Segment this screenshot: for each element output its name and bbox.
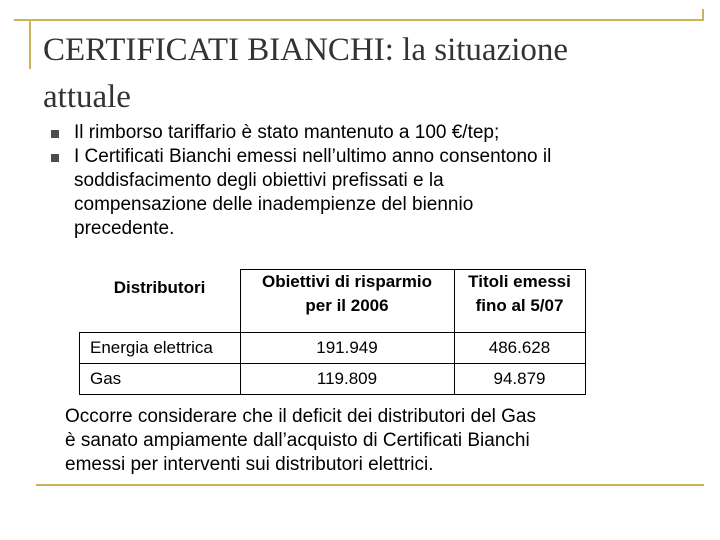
bullet-list: [45, 121, 695, 241]
table-cell-titoli: 94.879: [454, 363, 585, 394]
table-header-distributori: [80, 270, 241, 333]
slide-title-line: CERTIFICATI BIANCHI: la situazione: [43, 32, 569, 68]
right-accent-tick: [702, 9, 704, 21]
bottom-accent-rule: [36, 484, 704, 486]
table-row: [80, 332, 586, 363]
table-header-line: Titoli emessi: [468, 272, 571, 291]
top-accent-rule: [14, 19, 704, 21]
table-header-line: Distributori: [113, 277, 206, 297]
table-cell-obiettivi: 119.809: [240, 363, 454, 394]
footnote-paragraph: [65, 405, 695, 477]
table-header-titoli: [454, 270, 585, 333]
table-cell-distributore: Energia elettrica: [80, 332, 241, 363]
table-header-line: per il 2006: [305, 296, 389, 315]
bullet-text-line: soddisfacimento degli obiettivi prefissati e la: [74, 170, 444, 191]
slide-title-line: attuale: [43, 79, 131, 115]
square-bullet-icon: [51, 130, 59, 138]
slide-title: [43, 27, 693, 121]
square-bullet-icon: [51, 154, 59, 162]
bullet-text-line: I Certificati Bianchi emessi nell’ultimo anno consentono il: [74, 146, 552, 167]
table-row: [80, 363, 586, 394]
table-cell-obiettivi: 191.949: [240, 332, 454, 363]
bullet-text-line: precedente.: [74, 218, 175, 239]
left-accent-rule: [29, 19, 31, 69]
table-header-line: fino al 5/07: [475, 296, 564, 315]
bullet-text-line: Il rimborso tariffario è stato mantenuto a 100 €/tep;: [74, 122, 500, 143]
table-cell-distributore: Gas: [80, 363, 241, 394]
bullet-text-line: compensazione delle inadempienze del biennio: [74, 194, 474, 215]
table-header-obiettivi: [240, 270, 454, 333]
table-header-row: [80, 270, 586, 333]
data-table: [79, 269, 586, 395]
footnote-line: Occorre considerare che il deficit dei distributori del Gas: [65, 406, 536, 427]
footnote-line: emessi per interventi sui distributori elettrici.: [65, 454, 434, 475]
bullet-item: [45, 145, 695, 241]
table-header-line: Obiettivi di risparmio: [261, 272, 433, 291]
footnote-line: è sanato ampiamente dall’acquisto di Certificati Bianchi: [65, 430, 530, 451]
bullet-item: [45, 121, 695, 145]
table-cell-titoli: 486.628: [454, 332, 585, 363]
